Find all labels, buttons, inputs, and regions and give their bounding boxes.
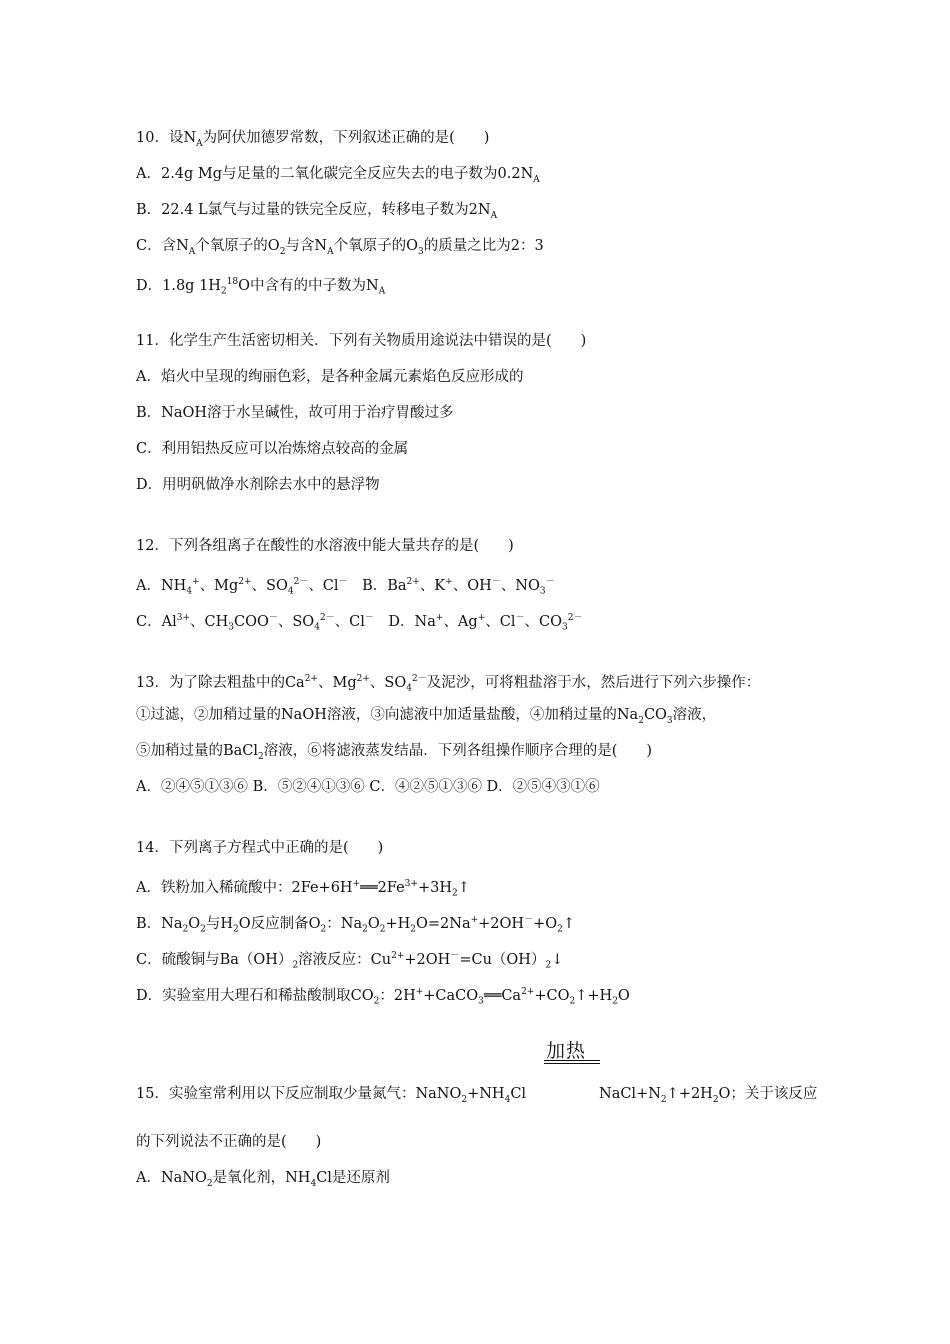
q11-option-b: B．NaOH溶于水呈碱性，故可用于治疗胃酸过多 — [136, 405, 454, 421]
q11-option-d: D．用明矾做净水剂除去水中的悬浮物 — [136, 477, 380, 493]
q10-option-b: B．22.4 L氯气与过量的铁完全反应，转移电子数为$2N_A$ — [136, 202, 498, 221]
reaction-arrow-line — [544, 1060, 600, 1061]
q15-stem-line1-right: $NaCl+N_2↑+2H_2O$；关于该反应 — [599, 1086, 818, 1105]
reaction-arrow-line-2 — [544, 1063, 600, 1064]
q15-stem-line1-left: 15．实验室常利用以下反应制取少量氮气：$NaNO_2+NH_4Cl$ — [136, 1086, 527, 1105]
q11-stem: 11．化学生产生活密切相关．下列有关物质用途说法中错误的是( ) — [136, 333, 587, 349]
q13-options: A．②④⑤①③⑥ B．⑤②④①③⑥ C．④②⑤①③⑥ D．②⑤④③①⑥ — [136, 779, 600, 795]
q10-option-a: A．2.4g Mg与足量的二氧化碳完全反应失去的电子数为$0.2N_A$ — [136, 166, 540, 185]
reaction-condition-heat: 加热 — [546, 1040, 587, 1062]
q14-option-a: A．铁粉加入稀硫酸中：$2Fe+6H^+══2Fe^{3+}+3H_2↑$ — [136, 879, 470, 899]
q15-stem-line2: 的下列说法不正确的是( ) — [136, 1134, 322, 1150]
q10-option-c: C．含$N_A$个氧原子的$O_2$与含$N_A$个氧原子的$O_3$的质量之比为2：3 — [136, 238, 544, 257]
q14-option-d: D．实验室用大理石和稀盐酸制取$CO_2$：$2H^++CaCO_3══Ca^{2+}+CO_2↑+H_2O$ — [136, 987, 630, 1007]
q14-option-c: C．硫酸铜与$Ba(OH)_2$溶液反应：$Cu^{2+}+2OH^-=Cu(OH)_2↓$ — [136, 951, 564, 971]
q12-stem: 12．下列各组离子在酸性的水溶液中能大量共存的是( ) — [136, 538, 514, 554]
q15-option-a: A．NaNO$_2$是氧化剂，$NH_4Cl$是还原剂 — [136, 1170, 390, 1189]
q14-option-b: B．$Na_2O_2$与$H_2O$反应制备$O_2$：$Na_2O_2+H_2O=2Na^++2OH^-+O_2↑$ — [136, 915, 576, 935]
q10-stem: 10．设$N_A$为阿伏加德罗常数，下列叙述正确的是( ) — [136, 130, 490, 149]
q13-stem-line1: 13．为了除去粗盐中的$Ca^{2+}$、$Mg^{2+}$、$SO_4^{2-}$及泥沙，可将粗盐溶于水，然后进行下列六步操作： — [136, 674, 761, 694]
q10-option-d: D．1.8g $1H_2^{18}O$中含有的中子数为$N_A$ — [136, 277, 386, 297]
q12-options-ab: A．$NH_4^+$、$Mg^{2+}$、$SO_4^{2-}$、Cl－ B．$Ba^{2+}$、K+、OH－、$NO_3^-$ — [136, 577, 555, 597]
q12-options-cd: C．$Al^{3+}$、$CH_3COO^-$、$SO_4^{2-}$、Cl－ D．Na+、Ag+、Cl－、$CO_3^{2-}$ — [136, 613, 583, 633]
q13-stem-line2: ①过滤，②加稍过量的NaOH溶液，③向滤液中加适量盐酸，④加稍过量的$Na_2CO_3$溶液， — [136, 707, 717, 726]
q11-option-a: A．焰火中呈现的绚丽色彩，是各种金属元素焰色反应形成的 — [136, 369, 524, 385]
q11-option-c: C．利用铝热反应可以冶炼熔点较高的金属 — [136, 441, 409, 457]
q13-stem-line3: ⑤加稍过量的BaCl$_2$溶液，⑥将滤液蒸发结晶．下列各组操作顺序合理的是( ) — [136, 743, 653, 762]
q14-stem: 14．下列离子方程式中正确的是( ) — [136, 840, 384, 856]
